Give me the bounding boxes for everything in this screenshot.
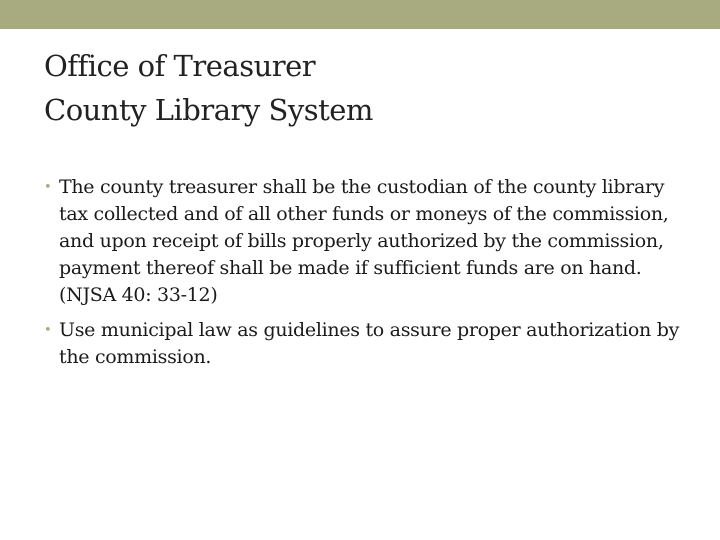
- bullet-item: [44, 317, 684, 371]
- bullet-text: Use municipal law as guidelines to assure proper authorization by the commission.: [59, 319, 680, 368]
- bullet-dot-icon: •: [44, 180, 52, 195]
- bullet-dot-icon: •: [44, 323, 52, 338]
- slide-title: [44, 44, 684, 132]
- bullet-text: The county treasurer shall be the custodian of the county library tax collected and of all other funds or moneys of the commission, and upon receipt of bills properly authorized by the commission, payment thereof shall be made if sufficient funds are on hand. (NJSA 40: 33-12): [59, 176, 669, 306]
- bullet-list: [44, 174, 684, 379]
- title-line-2: County Library System: [44, 93, 373, 127]
- top-accent-band: [0, 0, 720, 29]
- bullet-item: [44, 174, 684, 309]
- title-line-1: Office of Treasurer: [44, 49, 316, 83]
